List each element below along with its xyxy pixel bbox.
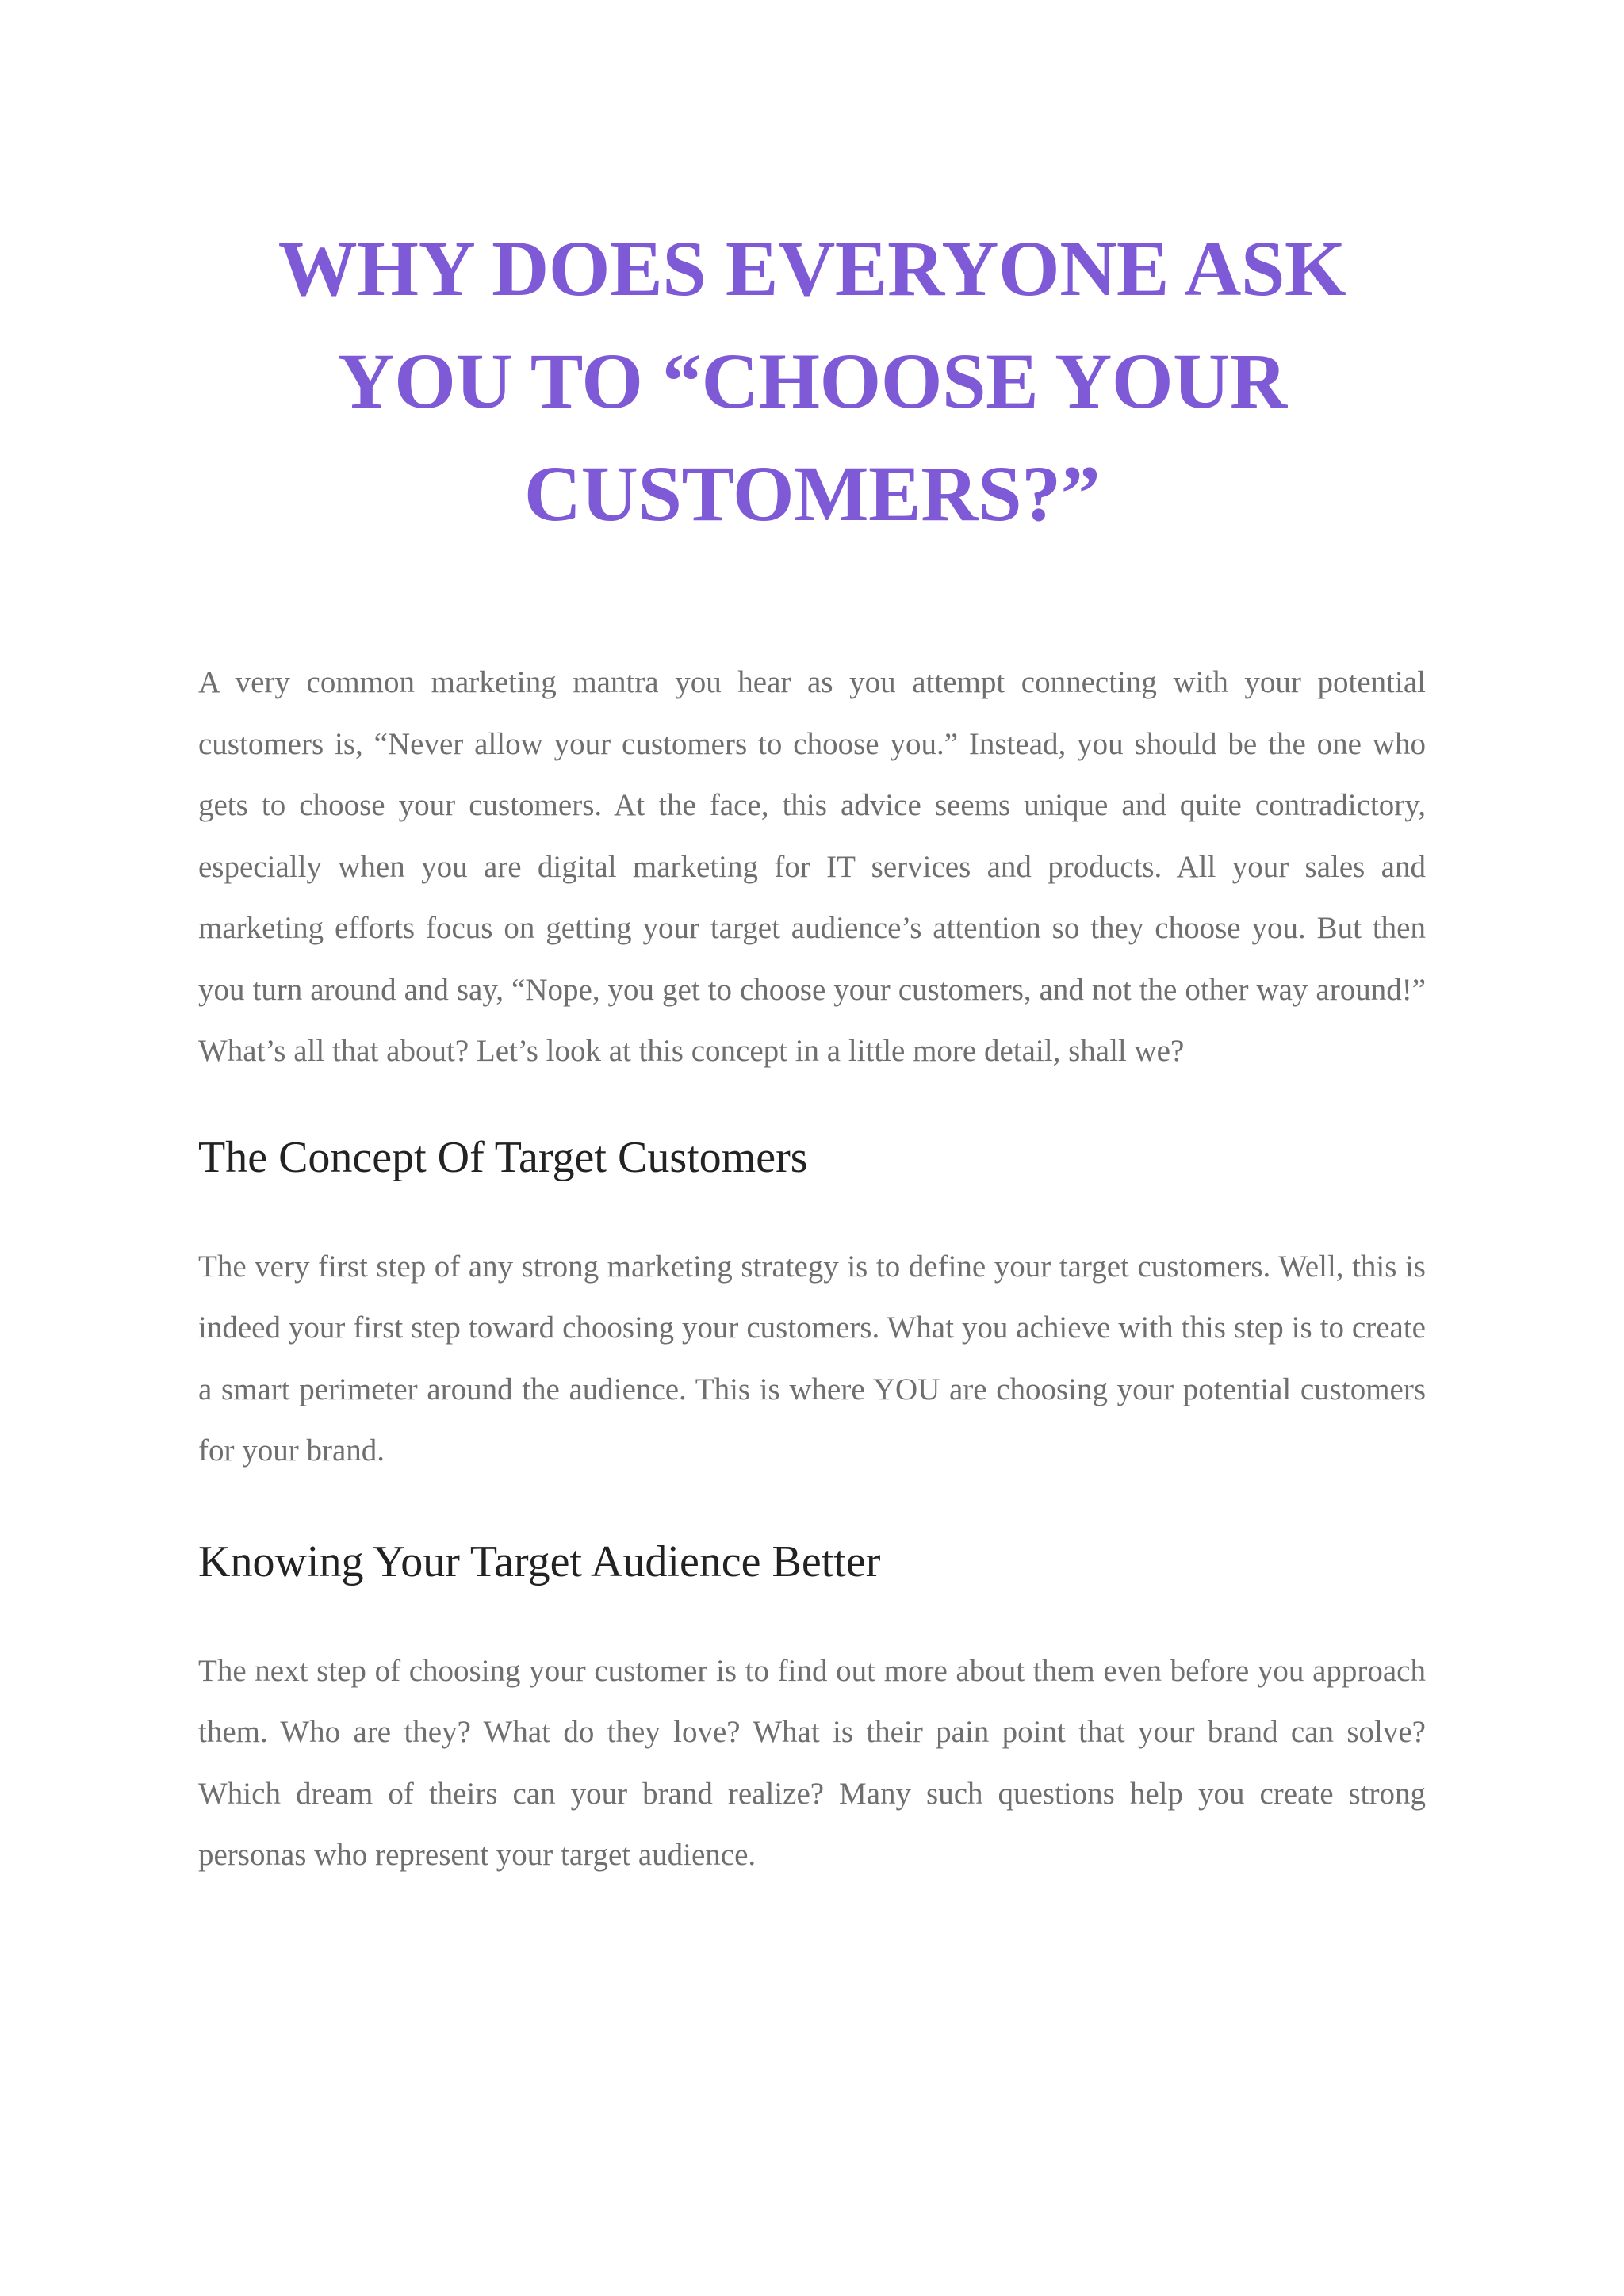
section-body-knowing-audience: The next step of choosing your customer is to find out more about them even before you approach them. Who are they? What do they love? What is their pain point that your brand can solve? Which dream of theirs can your brand realize? Many such questions help you create strong personas who represent your target audience.	[198, 1653, 1426, 1872]
section-heading-target-customers: The Concept Of Target Customers	[198, 1132, 808, 1182]
section-body-target-customers: The very first step of any strong marketing strategy is to define your target customers. Well, this is indeed your first step toward choosing your customers. What you achieve with this step is to create a smart perimeter around the audience. This is where YOU are choosing your potential customers for your brand.	[198, 1249, 1426, 1468]
document-title	[198, 212, 1426, 550]
title-line-3: CUSTOMERS?”	[523, 450, 1101, 538]
intro-paragraph: A very common marketing mantra you hear as you attempt connecting with your potential customers is, “Never allow your customers to choose you.” Instead, you should be the one who gets to choose your customers. At the face, this advice seems unique and quite contradictory, especially when you are digital marketing for IT services and products. All your sales and marketing efforts focus on getting your target audience’s attention so they choose you. But then you turn around and say, “Nope, you get to choose your customers, and not the other way around!” What’s all that about? Let’s look at this concept in a little more detail, shall we?	[198, 665, 1426, 1068]
title-line-1: WHY DOES EVERYONE ASK	[278, 224, 1346, 312]
title-line-2: YOU TO “CHOOSE YOUR	[337, 337, 1287, 425]
section-heading-knowing-audience: Knowing Your Target Audience Better	[198, 1536, 881, 1586]
